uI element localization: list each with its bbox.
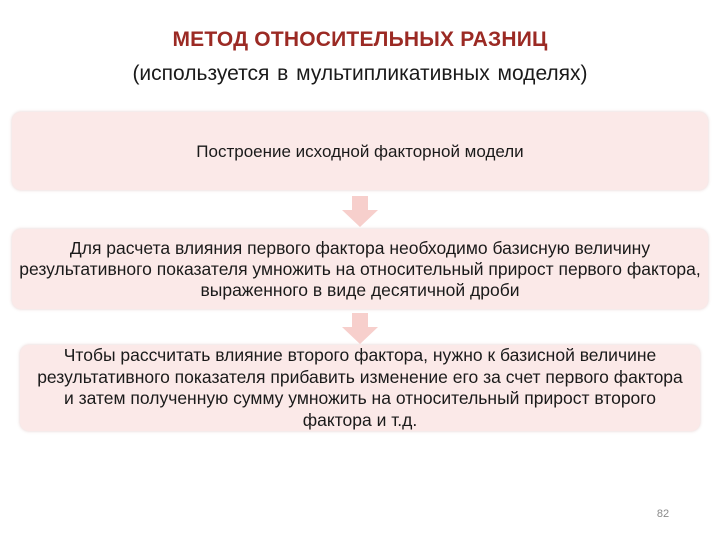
page-number: 82 (656, 508, 670, 520)
step-3-text: Чтобы рассчитать влияние второго фактора, нужно к базисной величине результативного показателя прибавить изменение его за счет первого фактора и затем полученную сумму умножить на относительный прирост второго фактора и т.д. (37, 345, 683, 430)
step-box-1 (12, 112, 708, 190)
step-2-text: Для расчета влияния первого фактора необходимо базисную величину результативного показателя умножить на относительный прирост первого фактора, выраженного в виде десятичной дроби (19, 237, 701, 300)
step-box-3 (20, 345, 700, 431)
slide-subtitle: (используется в мультипликативных моделях) (132, 62, 588, 85)
step-box-2 (12, 229, 708, 309)
step-1-text: Построение исходной факторной модели (196, 141, 524, 161)
slide-title: МЕТОД ОТНОСИТЕЛЬНЫХ РАЗНИЦ (172, 28, 548, 51)
down-arrow-icon (340, 313, 380, 345)
down-arrow-icon (340, 196, 380, 228)
